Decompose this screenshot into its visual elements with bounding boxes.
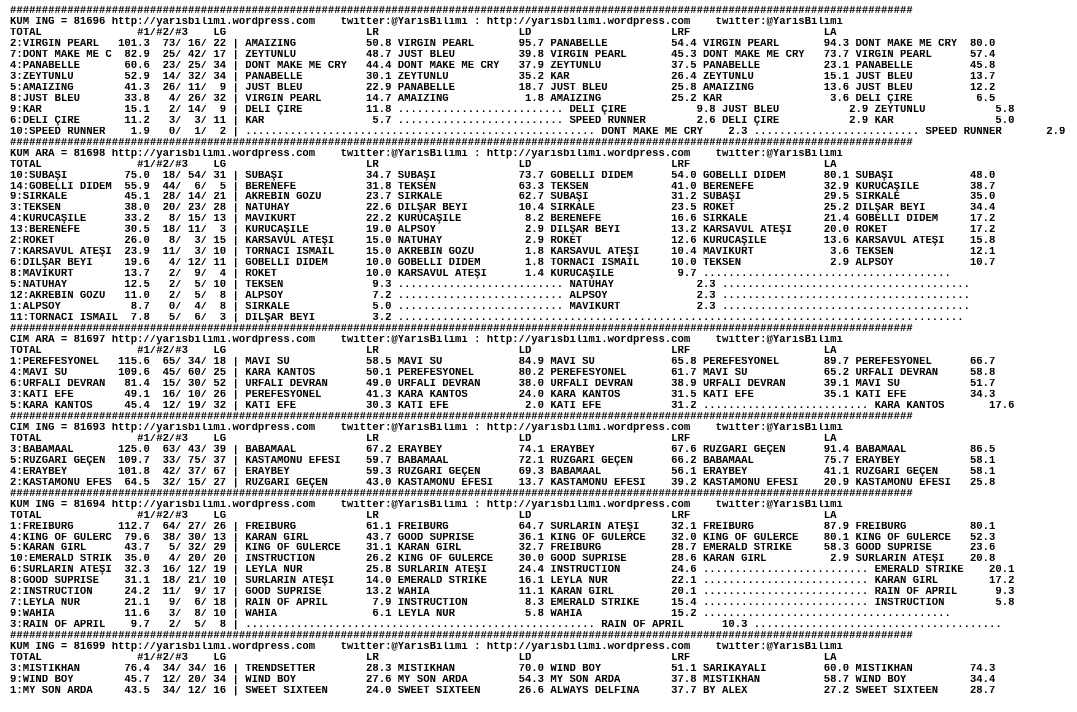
text-line: 3:ZEYTUNLU 52.9 14/ 32/ 34 | PANABELLE 30.1 ZEYTUNLU 35.2 KAR 26.4 ZEYTUNLU 15.1 JUST BLEU 13.7 <box>10 71 996 83</box>
text-line: KUM ING = 81699 http://yarisbilimi.wordpress.com twitter:@YarisBilimi : http://yarisbilimi.wordpress.com twitter:@YarisBilimi <box>10 642 843 654</box>
text-line: 10:SPEED RUNNER 1.9 0/ 1/ 2 | ....................................................... DONT MAKE ME CRY 2.3 .......................... SPEED RUNNER 2.9 <box>10 126 1066 138</box>
text-line: 7:KARSAVUL ATEŞİ 23.9 11/ 3/ 10 | TORNACI İSMAİL 15.0 AKREBİN GÖZÜ 1.8 KARSAVUL ATEŞİ 10.4 MAVİKURT 3.6 TEKSEN 12.1 <box>10 247 996 259</box>
text-line: TOTAL #1/#2/#3 LG LR LD LRF LA <box>10 433 837 445</box>
text-line: 12:AKREBİN GÖZÜ 11.0 2/ 5/ 8 | ALPSOY 7.2 .......................... ALPSOY 2.3 ....................................... <box>10 291 970 303</box>
text-line: TOTAL #1/#2/#3 LG LR LD LRF LA <box>10 159 837 171</box>
text-line: 7:DONT MAKE ME C 82.9 25/ 42/ 17 | ZEYTUNLU 48.7 JUST BLEU 39.8 VIRGIN PEARL 45.3 DONT MAKE ME CRY 73.7 VIRGIN PEARL 57.4 <box>10 49 996 61</box>
text-line: 8:MAVİKURT 13.7 2/ 9/ 4 | ROKET 10.0 KARSAVUL ATEŞİ 1.4 KURUCAŞİLE 9.7 ....................................... <box>10 269 951 281</box>
text-line: 4:ERAYBEY 101.8 42/ 37/ 67 | ERAYBEY 59.3 RÜZGARI GEÇEN 69.3 BABAMAAL 56.1 ERAYBEY 41.1 RÜZGARI GEÇEN 58.1 <box>10 466 996 478</box>
text-line: KUM ARA = 81698 http://yarisbilimi.wordpress.com twitter:@YarisBilimi : http://yarisbilimi.wordpress.com twitter:@YarisBilimi <box>10 148 843 160</box>
text-line: 2:INSTRUCTION 24.2 11/ 9/ 17 | GOOD SUPRISE 13.2 WAHIA 11.1 KARAN GIRL 20.1 .......................... RAIN OF APRIL 9.3 <box>10 587 1015 599</box>
text-line: 14:GÖBELLİ DİDEM 55.9 44/ 6/ 5 | BERENEFE 31.8 TEKSEN 63.3 TEKSEN 41.0 BERENEFE 32.9 KURUCAŞİLE 38.7 <box>10 181 996 193</box>
text-line: 9:KAR 15.1 2/ 14/ 9 | DELİ ÇİRE 11.8 .......................... DELİ ÇİRE 9.8 JUST BLEU 2.9 ZEYTUNLU 5.8 <box>10 104 1015 116</box>
text-line: ############################################################################################################################################## <box>10 137 913 149</box>
text-line: 5:AMAIZING 41.3 26/ 11/ 9 | JUST BLEU 22.9 PANABELLE 18.7 JUST BLEU 25.8 AMAIZING 13.6 JUST BLEU 12.2 <box>10 82 996 94</box>
text-line: 8:JUST BLEU 33.8 4/ 26/ 32 | VIRGIN PEARL 14.7 AMAIZING 1.8 AMAIZING 25.2 KAR 3.6 DELİ ÇİRE 6.5 <box>10 93 996 105</box>
text-line: 5:NATUHAY 12.5 2/ 5/ 10 | TEKSEN 9.3 .......................... NATUHAY 2.3 ....................................... <box>10 280 970 292</box>
text-line: 9:WAHIA 11.6 3/ 8/ 10 | WAHIA 6.1 LEYLA NUR 5.8 WAHIA 15.2 ....................................... <box>10 609 951 621</box>
text-line: 6:DİLŞAR BEYİ 19.6 4/ 12/ 11 | GÖBELLİ DİDEM 10.0 GÖBELLİ DİDEM 1.8 TORNACI İSMAİL 10.0 TEKSEN 2.9 ALPSOY 10.7 <box>10 258 996 270</box>
text-line: 2:ROKET 26.0 8/ 3/ 15 | KARSAVUL ATEŞİ 15.0 NATUHAY 2.9 ROKET 12.6 KURUCAŞİLE 13.6 KARSAVUL ATEŞİ 15.8 <box>10 236 996 248</box>
text-line: 4:PANABELLE 60.6 23/ 25/ 34 | DONT MAKE ME CRY 44.4 DONT MAKE ME CRY 37.9 ZEYTUNLU 37.5 PANABELLE 23.1 PANABELLE 45.8 <box>10 60 996 72</box>
text-line: 3:RAIN OF APRIL 9.7 2/ 5/ 8 | ....................................................... RAIN OF APRIL 10.3 ....................................... <box>10 620 1002 632</box>
text-line: 7:LEYLA NUR 21.1 9/ 6/ 18 | RAIN OF APRIL 7.9 INSTRUCTION 8.3 EMERALD STRIKE 15.4 .......................... INSTRUCTION 5.8 <box>10 598 1015 610</box>
text-line: TOTAL #1/#2/#3 LG LR LD LRF LA <box>10 653 837 665</box>
text-line: 8:GOOD SUPRISE 31.1 18/ 21/ 10 | SURLARIN ATEŞİ 14.0 EMERALD STRIKE 16.1 LEYLA NUR 22.1 .......................... KARAN GIRL 17.2 <box>10 576 1015 588</box>
text-line: 10:EMERALD STRIK 35.0 4/ 20/ 20 | INSTRUCTION 26.2 KING OF GULERCE 30.0 GOOD SUPRISE 28.6 KARAN GIRL 2.9 SURLARIN ATEŞİ 20.8 <box>10 554 996 566</box>
text-line: ############################################################################################################################################## <box>10 411 913 423</box>
text-line: CIM ARA = 81697 http://yarisbilimi.wordpress.com twitter:@YarisBilimi : http://yarisbilimi.wordpress.com twitter:@YarisBilimi <box>10 335 843 347</box>
text-line: 5:KARA KANTOS 45.4 12/ 19/ 32 | KATI EFE 30.3 KATI EFE 2.0 KATI EFE 31.2 .......................... KARA KANTOS 17.6 <box>10 400 1015 412</box>
text-line: 4:KING OF GULERC 79.6 38/ 30/ 13 | KARAN GIRL 43.7 GOOD SUPRISE 36.1 KING OF GULERCE 32.0 KING OF GULERCE 80.1 KING OF GULERCE 52.3 <box>10 532 996 544</box>
text-line: 1:FREIBURG 112.7 64/ 27/ 26 | FREIBURG 61.1 FREIBURG 64.7 SURLARIN ATEŞİ 32.1 FREIBURG 87.9 FREIBURG 80.1 <box>10 521 996 533</box>
text-line: TOTAL #1/#2/#3 LG LR LD LRF LA <box>10 510 837 522</box>
text-line: 3:MISTIKHAN 76.4 34/ 34/ 16 | TRENDSETTER 28.3 MISTIKHAN 70.0 WIND BOY 51.1 SARIKAYALI 60.0 MISTIKHAN 74.3 <box>10 664 996 676</box>
text-line: 4:MAVİ SU 109.6 45/ 60/ 25 | KARA KANTOS 50.1 PEREFESYONEL 80.2 PEREFESYONEL 61.7 MAVİ SU 65.2 URFALI DEVRAN 58.8 <box>10 367 996 379</box>
text-line: 13:BERENEFE 30.5 18/ 11/ 3 | KURUCAŞİLE 19.0 ALPSOY 2.9 DİLŞAR BEYİ 13.2 KARSAVUL ATEŞİ 20.0 ROKET 17.2 <box>10 225 996 237</box>
text-line: 5:RÜZGARI GEÇEN 109.7 33/ 75/ 37 | KASTAMONU EFESİ 59.7 BABAMAAL 72.1 RÜZGARI GEÇEN 66.2 BABAMAAL 75.7 ERAYBEY 58.1 <box>10 455 996 467</box>
text-line: 6:URFALI DEVRAN 81.4 15/ 30/ 52 | URFALI DEVRAN 49.0 URFALI DEVRAN 38.0 URFALI DEVRAN 38.9 URFALI DEVRAN 39.1 MAVİ SU 51.7 <box>10 378 996 390</box>
text-line: 4:KURUCAŞİLE 33.2 8/ 15/ 13 | MAVİKURT 22.2 KURUCAŞİLE 8.2 BERENEFE 16.6 SIRKALE 21.4 GÖBELLİ DİDEM 17.2 <box>10 214 996 226</box>
text-line: KUM ING = 81694 http://yarisbilimi.wordpress.com twitter:@YarisBilimi : http://yarisbilimi.wordpress.com twitter:@YarisBilimi <box>10 499 843 511</box>
text-line: 5:KARAN GIRL 43.7 5/ 32/ 29 | KING OF GULERCE 31.1 KARAN GIRL 32.7 FREIBURG 28.7 EMERALD STRIKE 58.3 GOOD SUPRISE 23.6 <box>10 543 996 555</box>
text-line: 3:BABAMAAL 125.0 63/ 43/ 39 | BABAMAAL 67.2 ERAYBEY 74.1 ERAYBEY 67.6 RÜZGARI GEÇEN 91.4 BABAMAAL 86.5 <box>10 444 996 456</box>
text-line: ############################################################################################################################################## <box>10 6 913 17</box>
text-line: 1:PEREFESYONEL 115.6 65/ 34/ 18 | MAVİ SU 58.5 MAVİ SU 84.9 MAVİ SU 65.8 PEREFESYONEL 89.7 PEREFESYONEL 66.7 <box>10 357 996 368</box>
text-line: 10:SUBAŞI 75.0 18/ 54/ 31 | SUBAŞI 34.7 SUBAŞI 73.7 GÖBELLİ DİDEM 54.0 GÖBELLİ DİDEM 80.1 SUBAŞI 48.0 <box>10 170 996 182</box>
text-line: 6:DELİ ÇİRE 11.2 3/ 3/ 11 | KAR 5.7 .......................... SPEED RUNNER 2.6 DELİ ÇİRE 2.9 KAR 5.0 <box>10 115 1015 127</box>
text-line: 2:KASTAMONU EFES 64.5 32/ 15/ 27 | RÜZGARI GEÇEN 43.0 KASTAMONU EFESİ 13.7 KASTAMONU EFESİ 39.2 KASTAMONU EFESİ 20.9 KASTAMONU EFESİ 25.8 <box>10 477 996 489</box>
text-line: 3:TEKSEN 38.0 20/ 23/ 28 | NATUHAY 22.6 DİLŞAR BEYİ 10.4 SIRKALE 23.5 ROKET 25.2 DİLŞAR BEYİ 34.4 <box>10 203 996 215</box>
text-line: 1:ALPSOY 8.7 0/ 4/ 8 | SIRKALE 5.0 .......................... MAVİKURT 2.3 ....................................... <box>10 302 970 314</box>
text-line: ############################################################################################################################################## <box>10 488 913 500</box>
text-line: ############################################################################################################################################## <box>10 631 913 643</box>
text-line: 1:MY SON ARDA 43.5 34/ 12/ 16 | SWEET SIXTEEN 24.0 SWEET SIXTEEN 26.6 ALWAYS DELFINA 37.7 BY ALEX 27.2 SWEET SIXTEEN 28.7 <box>10 686 996 698</box>
text-line: CIM ING = 81693 http://yarisbilimi.wordpress.com twitter:@YarisBilimi : http://yarisbilimi.wordpress.com twitter:@YarisBilimi <box>10 422 843 434</box>
text-line: 3:KATI EFE 49.1 16/ 10/ 26 | PEREFESYONEL 41.3 KARA KANTOS 24.0 KARA KANTOS 31.5 KATI EFE 35.1 KATI EFE 34.3 <box>10 389 996 401</box>
text-line: 9:WIND BOY 45.7 12/ 20/ 34 | WIND BOY 27.6 MY SON ARDA 54.3 MY SON ARDA 37.8 MISTIKHAN 58.7 WIND BOY 34.4 <box>10 675 996 687</box>
text-line: KUM ING = 81696 http://yarisbilimi.wordpress.com twitter:@YarisBilimi : http://yarisbilimi.wordpress.com twitter:@YarisBilimi <box>10 16 843 28</box>
text-line: 11:TORNACI İSMAİL 7.8 5/ 6/ 3 | DİLŞAR BEYİ 3.2 ......................................................................................... <box>10 313 964 325</box>
text-line: 6:SURLARIN ATEŞİ 32.3 16/ 12/ 19 | LEYLA NUR 25.8 SURLARIN ATEŞİ 24.4 INSTRUCTION 24.6 .......................... EMERALD STRIKE 20.1 <box>10 565 1015 577</box>
text-line: ############################################################################################################################################## <box>10 324 913 336</box>
text-line: TOTAL #1/#2/#3 LG LR LD LRF LA <box>10 346 837 357</box>
text-line: 2:VIRGIN PEARL 101.3 73/ 16/ 22 | AMAIZING 50.8 VIRGIN PEARL 95.7 PANABELLE 54.4 VIRGIN PEARL 94.3 DONT MAKE ME CRY 80.0 <box>10 38 996 50</box>
text-line: TOTAL #1/#2/#3 LG LR LD LRF LA <box>10 27 837 39</box>
text-line: 9:SIRKALE 45.1 28/ 14/ 21 | AKREBİN GÖZÜ 23.7 SIRKALE 62.7 SUBAŞI 31.2 SUBAŞI 29.5 SIRKALE 35.0 <box>10 192 996 204</box>
